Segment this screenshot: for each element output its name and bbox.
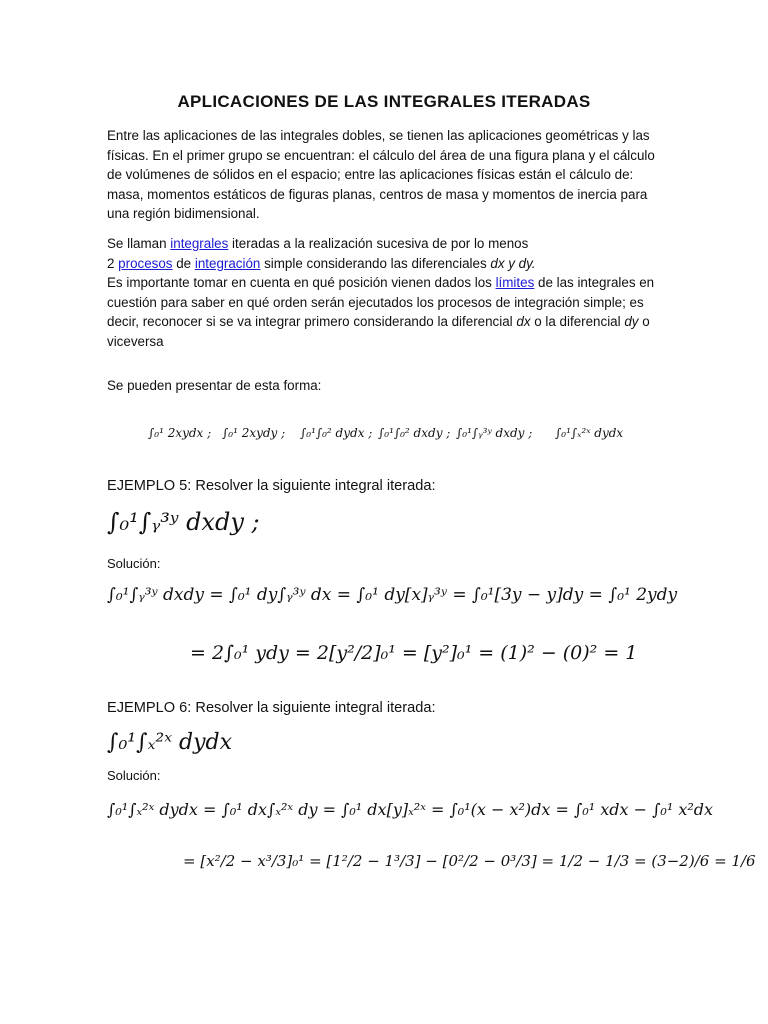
link-procesos[interactable]: procesos [118, 255, 173, 271]
definition-paragraph [107, 234, 667, 351]
text: de [172, 255, 195, 271]
ejemplo5-label: EJEMPLO 5: Resolver la siguiente integral iterada: [107, 478, 436, 494]
link-integrales[interactable]: integrales [170, 236, 229, 251]
ejemplo5-solucion: Solución: [107, 556, 161, 571]
text: dy [624, 314, 639, 329]
form-4: ∫₀¹∫₀² dxdy ; [378, 426, 451, 440]
text: Es importante tomar en cuenta en qué posición vienen dados los [107, 275, 496, 290]
ejemplo6-line1: ∫₀¹∫ₓ²ˣ dydx = ∫₀¹ dx∫ₓ²ˣ dy = ∫₀¹ dx[y]ₓ²ˣ = ∫₀¹(x − x²)dx = ∫₀¹ xdx − ∫₀¹ x²dx [107, 800, 714, 819]
intro-paragraph: Entre las aplicaciones de las integrales dobles, se tienen las aplicaciones geométricas y las físicas. En el primer grupo se encuentran: el cálculo del área de una figura plana y el cálculo de volúmenes de sólidos en el espacio; entre las aplicaciones físicas están el cálculo de: masa, momentos estáticos de figuras planas, centros de masa y momentos de inercia para una región bidimensional. [107, 128, 655, 221]
ejemplo5-line1: ∫₀¹∫ᵧ³ʸ dxdy = ∫₀¹ dy∫ᵧ³ʸ dx = ∫₀¹ dy[x]ᵧ³ʸ = ∫₀¹[3y − y]dy = ∫₀¹ 2ydy [107, 585, 678, 605]
ejemplo6-label: EJEMPLO 6: Resolver la siguiente integral iterada: [107, 700, 436, 716]
ejemplo5-line2: = 2∫₀¹ ydy = 2[y²/2]₀¹ = [y²]₀¹ = (1)² − (0)² = 1 [190, 642, 638, 664]
page-title: APLICACIONES DE LAS INTEGRALES ITERADAS [177, 92, 591, 111]
text: iteradas a la realización sucesiva de por lo menos [228, 236, 529, 251]
text: 2 [107, 255, 119, 271]
link-limites[interactable]: límites [495, 275, 535, 290]
form-2: ∫₀¹ 2xydy ; [222, 426, 286, 440]
form-3: ∫₀¹∫₀² dydx ; [300, 426, 373, 440]
form-1: ∫₀¹ 2xydx ; [148, 426, 212, 440]
form-6: ∫₀¹∫ₓ²ˣ dydx [555, 426, 624, 440]
form-5: ∫₀¹∫ᵧ³ʸ dxdy ; [456, 426, 533, 440]
text: simple considerando las diferenciales [260, 255, 491, 271]
text: dx y dy. [490, 255, 536, 271]
text: dx [516, 314, 531, 329]
text: o viceversa [107, 314, 650, 349]
text: de las integrales en cuestión para saber en qué orden serán ejecutados los procesos de integración simple; es decir, reconocer si se va integrar primero considerando la diferencial [107, 275, 655, 329]
ejemplo5-integral: ∫₀¹∫ᵧ³ʸ dxdy ; [107, 508, 260, 536]
text: o la diferencial [530, 314, 625, 329]
ejemplo6-line2: = [x²/2 − x³/3]₀¹ = [1²/2 − 1³/3] − [0²/2 − 0³/3] = 1/2 − 1/3 = (3−2)/6 = 1/6 [183, 852, 756, 870]
ejemplo6-integral: ∫₀¹∫ₓ²ˣ dydx [107, 730, 232, 755]
text: Se llaman [107, 236, 171, 251]
ejemplo6-solucion: Solución: [107, 768, 161, 783]
link-integracion[interactable]: integración [194, 255, 261, 271]
forms-intro: Se pueden presentar de esta forma: [107, 378, 322, 393]
